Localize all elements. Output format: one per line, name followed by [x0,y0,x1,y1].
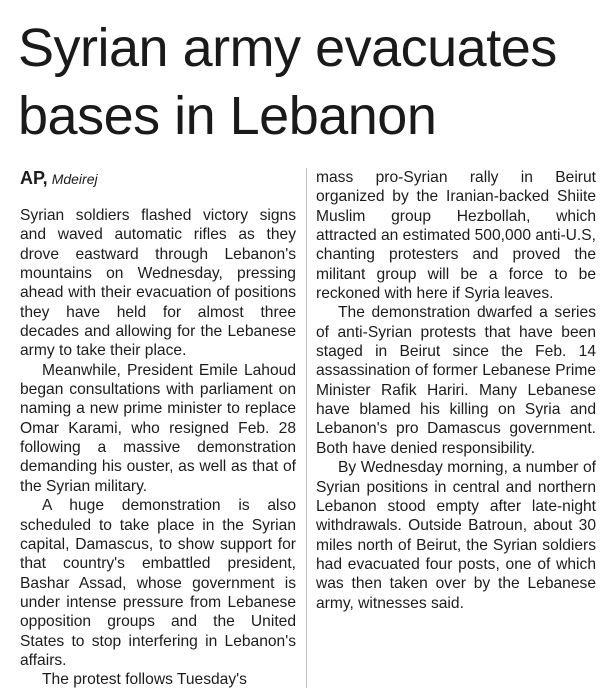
paragraph: Syrian soldiers flashed victory signs and waved automatic rifles as they drove eastward through Lebanon's mountains on Wednesday, pressing ahead with their evacuation of positions they have held for almost three decades and allowing for the Lebanese army to take their place. [20,207,296,360]
paragraph: Meanwhile, President Emile Lahoud began consultations with parliament on naming a new prime minister to replace Omar Karami, who resigned Feb. 28 following a massive demonstration demanding his ouster, as well as that of the Syrian military. [20,361,296,495]
column-divider [306,168,307,688]
byline [20,168,296,189]
article-column-right [316,168,596,613]
headline: Syrian army evacuates bases in Lebanon [18,18,557,146]
paragraph: A huge demonstration is also scheduled to take place in the Syrian capital, Damascus, to show support for that country's embattled president, Bashar Assad, whose government is under intense pressure from Lebanese opposition groups and the United States to stop interfering in Lebanon's affairs. [20,497,296,669]
byline-dateline: Mdeirej [51,171,98,187]
paragraph: The protest follows Tuesday's [42,671,247,689]
paragraph: mass pro-Syrian rally in Beirut organized by the Iranian-backed Shiite Muslim group Hezbollah, which attracted an estimated 500,000 anti-U.S, chanting protesters and proved the militant group will be a force to be reckoned with here if Syria leaves. [316,169,596,303]
paragraph: By Wednesday morning, a number of Syrian positions in central and northern Lebanon stood empty after late-night withdrawals. Outside Batroun, about 30 miles north of Beirut, the Syrian soldiers had evacuated four posts, one of which was then taken over by the Lebanese army, witnesses said. [316,459,596,612]
article-column-left [20,168,296,690]
byline-agency: AP, [20,168,48,188]
paragraph: The demonstration dwarfed a series of anti-Syrian protests that have been staged in Beirut since the Feb. 14 assassination of former Lebanese Prime Minister Rafik Hariri. Many Lebanese have blamed his killing on Syria and Lebanon's pro Damascus government. Both have denied responsibility. [316,304,596,457]
